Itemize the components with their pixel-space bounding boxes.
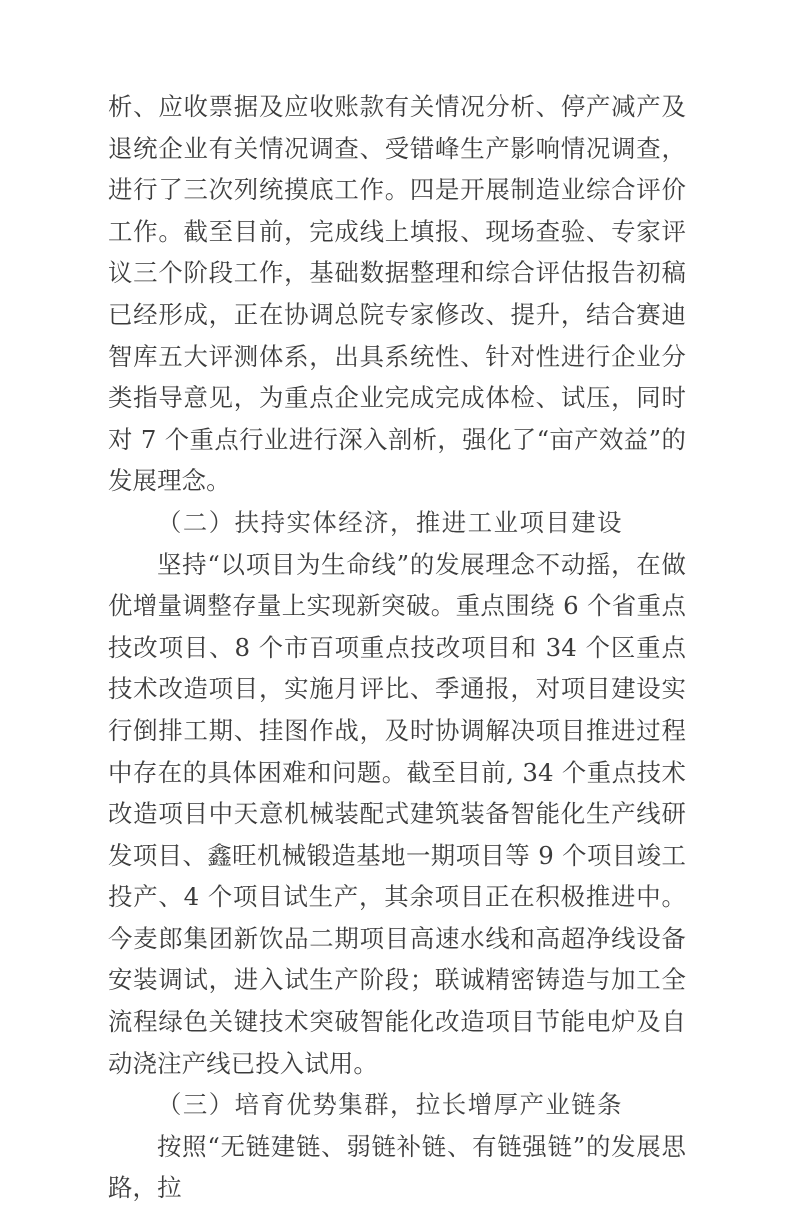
document-text-body: [108, 86, 686, 1209]
section-heading-two: （二）扶持实体经济，推进工业项目建设: [157, 507, 624, 537]
paragraph-industry-chain-development: 按照“无链建链、弱链补链、有链强链”的发展思路，拉: [108, 1131, 686, 1203]
section-heading-three: （三）培育优势集群，拉长增厚产业链条: [157, 1090, 624, 1120]
paragraph-industrial-project-construction: 坚持“以项目为生命线”的发展理念不动摇，在做优增量调整存量上实现新突破。重点围绕 6 个省重点技改项目、8 个市百项重点技改项目和 34 个区重点技术改造项目，实施月评比、季通报，对项目建设实行倒排工期、挂图作战，及时协调解决项目推进过程中存在的具体困难和问题。截至目前, 34 个重点技术改造项目中天意机械装配式建筑装备智能化生产线研发项目、鑫旺机械锻造基地一期项目等 9 个项目竣工投产、4 个项目试生产，其余项目正在积极推进中。今麦郎集团新饮品二期项目高速水线和高超净线设备安装调试，进入试生产阶段；联诚精密铸造与加工全流程绿色关键技术突破智能化改造项目节能电炉及自动浇注产线已投入试用。: [108, 549, 686, 1078]
paragraph-continued-industrial-analysis: 析、应收票据及应收账款有关情况分析、停产减产及退统企业有关情况调查、受错峰生产影响情况调查，进行了三次列统摸底工作。四是开展制造业综合评价工作。截至目前，完成线上填报、现场查验、专家评议三个阶段工作，基础数据整理和综合评估报告初稿已经形成，正在协调总院专家修改、提升，结合赛迪智库五大评测体系，出具系统性、针对性进行企业分类指导意见，为重点企业完成完成体检、试压，同时对 7 个重点行业进行深入剖析，强化了“亩产效益”的发展理念。: [108, 92, 686, 496]
